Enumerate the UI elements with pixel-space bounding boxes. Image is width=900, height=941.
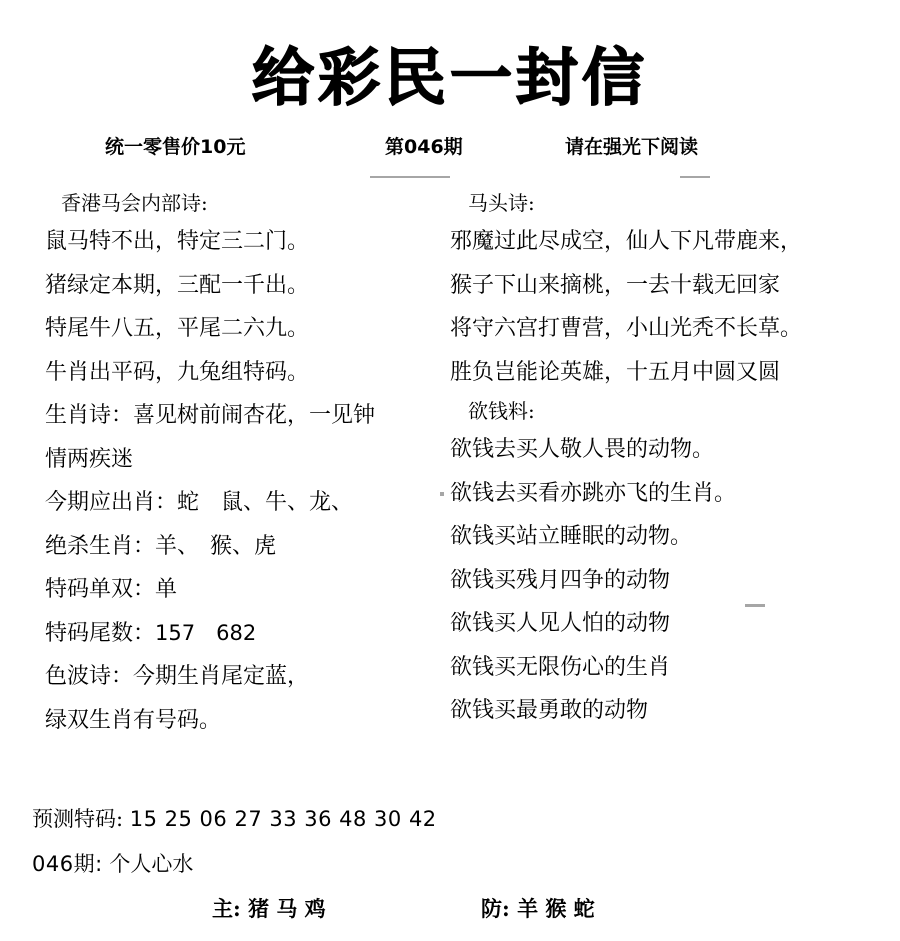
poem-line: 色波诗：今期生肖尾定蓝， xyxy=(45,664,310,689)
poem-line: 胜负岂能论英雄，十五月中圆又圆 xyxy=(450,359,781,385)
poem-line: 生肖诗：喜见树前闹杏花，一见钟 xyxy=(45,403,376,428)
notice-label: 请在强光下阅读 xyxy=(565,136,699,158)
poem-line: 鼠马特不出，特定三二门。 xyxy=(45,229,310,254)
poem-line: 情两疾迷 xyxy=(45,446,134,472)
prediction-label: 预测特码: xyxy=(32,807,124,831)
print-speck xyxy=(370,176,450,178)
riddle-line: 欲钱买人见人怕的动物 xyxy=(450,611,671,636)
right-column xyxy=(450,186,890,733)
zodiac-line: 今期应出肖：蛇 鼠、牛、龙、 xyxy=(45,490,354,515)
poem-line: 牛肖出平码，九兔组特码。 xyxy=(45,359,310,385)
section-heading: 香港马会内部诗: xyxy=(61,191,208,215)
zodiac-line: 特码单双：单 xyxy=(45,577,178,602)
riddle-line: 欲钱去买看亦跳亦飞的生肖。 xyxy=(450,480,737,506)
poem-line: 绿双生肖有号码。 xyxy=(45,707,222,733)
section-heading: 欲钱料: xyxy=(468,399,535,423)
issue-label: 第046期 xyxy=(385,136,463,158)
tail-number-line xyxy=(45,612,445,656)
prediction-numbers: 15 25 06 27 33 36 48 30 42 xyxy=(129,807,437,831)
price-label: 统一零售价10元 xyxy=(105,136,246,158)
riddle-line: 欲钱去买人敬人畏的动物。 xyxy=(450,437,715,462)
issue-note-line xyxy=(32,848,193,878)
poem-line: 猪绿定本期，三配一千出。 xyxy=(45,272,310,298)
left-column xyxy=(45,186,445,742)
poem-line: 猴子下山来摘桃，一去十载无回家 xyxy=(450,272,781,298)
zodiac-line: 绝杀生肖：羊、 猴、虎 xyxy=(45,533,277,559)
poem-line: 将守六宫打曹营，小山光秃不长草。 xyxy=(450,316,803,341)
tail-number-value: 157 682 xyxy=(155,620,257,645)
riddle-line: 欲钱买站立睡眠的动物。 xyxy=(450,524,693,549)
riddle-line: 欲钱买无限伤心的生肖 xyxy=(450,654,671,680)
riddle-line: 欲钱买最勇敢的动物 xyxy=(450,698,649,723)
page-title: 给彩民一封信 xyxy=(251,41,648,114)
tail-number-label: 特码尾数： xyxy=(45,620,156,646)
poem-line: 邪魔过此尽成空，仙人下凡带鹿来， xyxy=(450,229,803,254)
issue-note-value: 个人心水 xyxy=(109,852,194,876)
prediction-line xyxy=(32,803,437,833)
main-pick: 主: 猪 马 鸡 xyxy=(212,896,326,921)
issue-note-label: 046期: xyxy=(32,852,103,876)
section-heading: 马头诗: xyxy=(468,191,535,215)
riddle-line: 欲钱买残月四争的动物 xyxy=(450,567,671,593)
poem-line: 特尾牛八五，平尾二六九。 xyxy=(45,316,310,341)
print-speck xyxy=(680,176,710,178)
guard-pick: 防: 羊 猴 蛇 xyxy=(481,896,595,921)
